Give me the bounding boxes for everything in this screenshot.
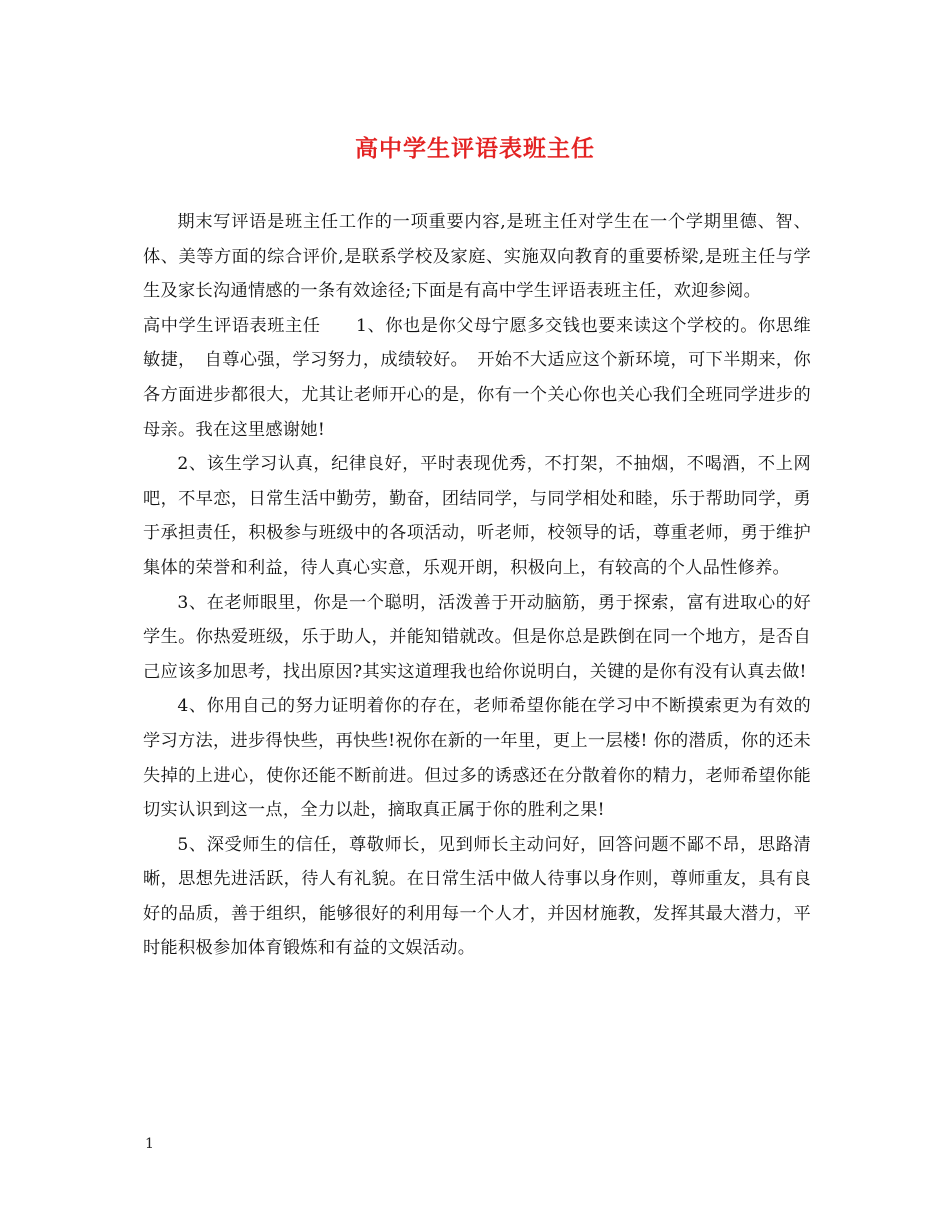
document-title: 高中学生评语表班主任 — [355, 135, 595, 162]
comment-paragraph-2: 2、该生学习认真，纪律良好，平时表现优秀，不打架，不抽烟，不喝酒，不上网吧，不早恋，日常生活中勤劳，勤奋，团结同学，与同学相处和睦，乐于帮助同学，勇于承担责任，积极参与班级中的各项活动，听老师，校领导的话，尊重老师，勇于维护集体的荣誉和利益，待人真心实意，乐观开朗，积极向上，有较高的个人品性修养。 — [143, 454, 811, 578]
comment-paragraph-3: 3、在老师眼里，你是一个聪明，活泼善于开动脑筋，勇于探索，富有进取心的好学生。你热爱班级，乐于助人，并能知错就改。但是你总是跌倒在同一个地方，是否自己应该多加思考，找出原因?其实这道理我也给你说明白，关键的是你有没有认真去做! — [143, 592, 811, 682]
comment-paragraph-4: 4、你用自己的努力证明着你的存在，老师希望你能在学习中不断摸索更为有效的学习方法，进步得快些，再快些!祝你在新的一年里，更上一层楼! 你的潜质，你的还未失掉的上进心，使你还能不断前进。但过多的诱惑还在分散着你的精力，老师希望你能切实认识到这一点，全力以赴，摘取真正属于你的胜利之果! — [143, 696, 811, 821]
intro-paragraph: 期末写评语是班主任工作的一项重要内容,是班主任对学生在一个学期里德、智、体、美等方面的综合评价,是联系学校及家庭、实施双向教育的重要桥梁,是班主任与学生及家长沟通情感的一条有效途径;下面是有高中学生评语表班主任，欢迎参阅。 — [143, 212, 811, 302]
comment-paragraph-1: 高中学生评语表班主任 1、你也是你父母宁愿多交钱也要来读这个学校的。你思维敏捷， 自尊心强，学习努力，成绩较好。 开始不大适应这个新环境，可下半期来，你各方面进步都很大，尤其让老师开心的是，你有一个关心你也关心我们全班同学进步的母亲。我在这里感谢她! — [143, 315, 811, 440]
comment-paragraph-5: 5、深受师生的信任，尊敬师长，见到师长主动问好，回答问题不鄙不昂，思路清晰，思想先进活跃，待人有礼貌。在日常生活中做人待事以身作则，尊师重友，具有良好的品质，善于组织，能够很好的利用每一个人才，并因材施教，发挥其最大潜力，平时能积极参加体育锻炼和有益的文娱活动。 — [143, 834, 811, 959]
page-number: 1 — [145, 1136, 154, 1152]
document-body — [143, 205, 811, 966]
